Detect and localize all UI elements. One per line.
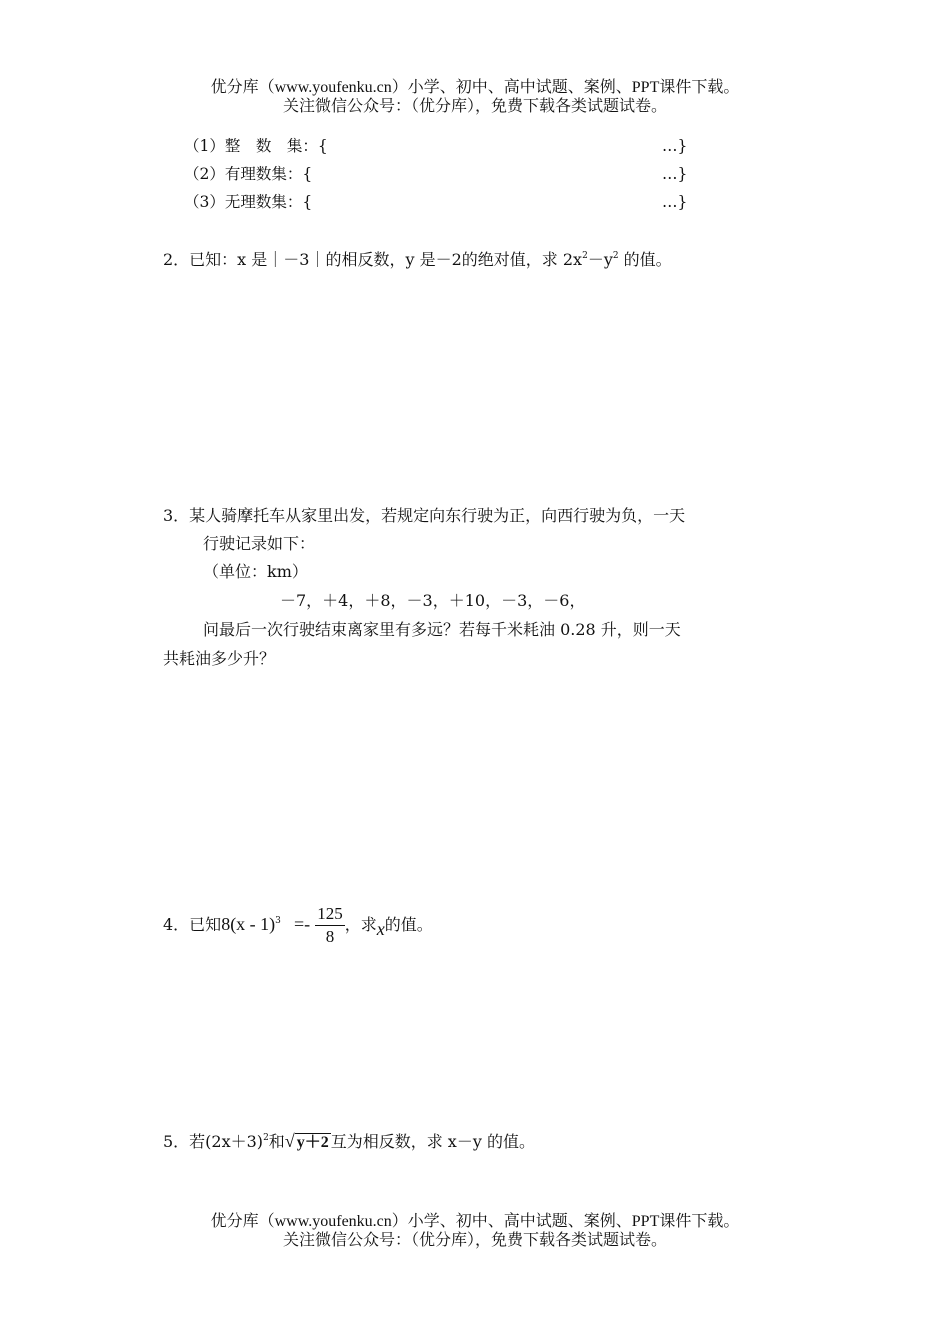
- q3-line-4: 共耗油多少升？: [163, 649, 276, 668]
- set-rationals-label: （2）有理数集：{: [184, 165, 313, 183]
- q3-line-1: 3．某人骑摩托车从家里出发，若规定向东行驶为正，向西行驶为负，一天: [163, 506, 686, 525]
- q3-unit: （单位：km）: [203, 562, 308, 581]
- q4-equals: =-: [294, 914, 311, 934]
- q3-line-2: 行驶记录如下：: [203, 534, 316, 553]
- set-rationals-end: …}: [662, 165, 688, 183]
- q5-suffix: 互为相反数，求 x－y 的值。: [330, 1132, 535, 1151]
- q2-exponent-1: 2: [582, 251, 588, 261]
- q4-mid: ，求: [344, 915, 377, 934]
- q3-values: －7，＋4，＋8，－3，＋10，－3，－6，: [280, 591, 586, 610]
- q5-radicand: y＋2: [296, 1134, 329, 1151]
- q5-and: 和: [268, 1132, 285, 1151]
- header-line-2: 关注微信公众号：（优分库），免费下载各类试题试卷。: [282, 98, 667, 115]
- q4-fraction: [315, 903, 345, 948]
- set-integers-end: …}: [662, 137, 688, 155]
- q5-exponent: 2: [263, 1133, 269, 1143]
- q5-sqrt: √ y＋2: [284, 1131, 329, 1151]
- q3-line-3: 问最后一次行驶结束离家里有多远？若每千米耗油 0.28 升，则一天: [203, 620, 681, 639]
- q2-mid: －y: [587, 250, 613, 269]
- q2-exponent-2: 2: [612, 251, 619, 261]
- set-irrationals-label: （3）无理数集：{: [184, 193, 313, 211]
- q4-exponent: 3: [275, 916, 281, 926]
- header-line-1: 优分库（www.youfenku.cn）小学、初中、高中试题、案例、PPT课件下载。: [210, 79, 740, 96]
- q4-suffix: 的值。: [384, 915, 433, 934]
- q2-suffix: 的值。: [618, 250, 672, 269]
- question-5: [163, 1131, 535, 1153]
- q5-prefix: 5．若(2x＋3): [163, 1132, 264, 1151]
- q4-prefix: 4．已知: [163, 915, 222, 934]
- q4-denominator: 8: [325, 927, 335, 946]
- q4-variable: x: [376, 919, 385, 939]
- q4-expression: 8(x - 1): [221, 914, 276, 934]
- question-2: [163, 250, 672, 270]
- footer-line-2: 关注微信公众号：（优分库），免费下载各类试题试卷。: [282, 1232, 667, 1249]
- set-irrationals-end: …}: [662, 193, 688, 211]
- footer-line-1: 优分库（www.youfenku.cn）小学、初中、高中试题、案例、PPT课件下载。: [210, 1213, 740, 1230]
- q2-prefix: 2．已知：x 是｜－3｜的相反数，y 是－2的绝对值，求 2x: [163, 250, 583, 269]
- set-integers-label: （1）整 数 集：{: [184, 137, 328, 155]
- q4-numerator: 125: [315, 903, 345, 926]
- question-4: [163, 900, 433, 949]
